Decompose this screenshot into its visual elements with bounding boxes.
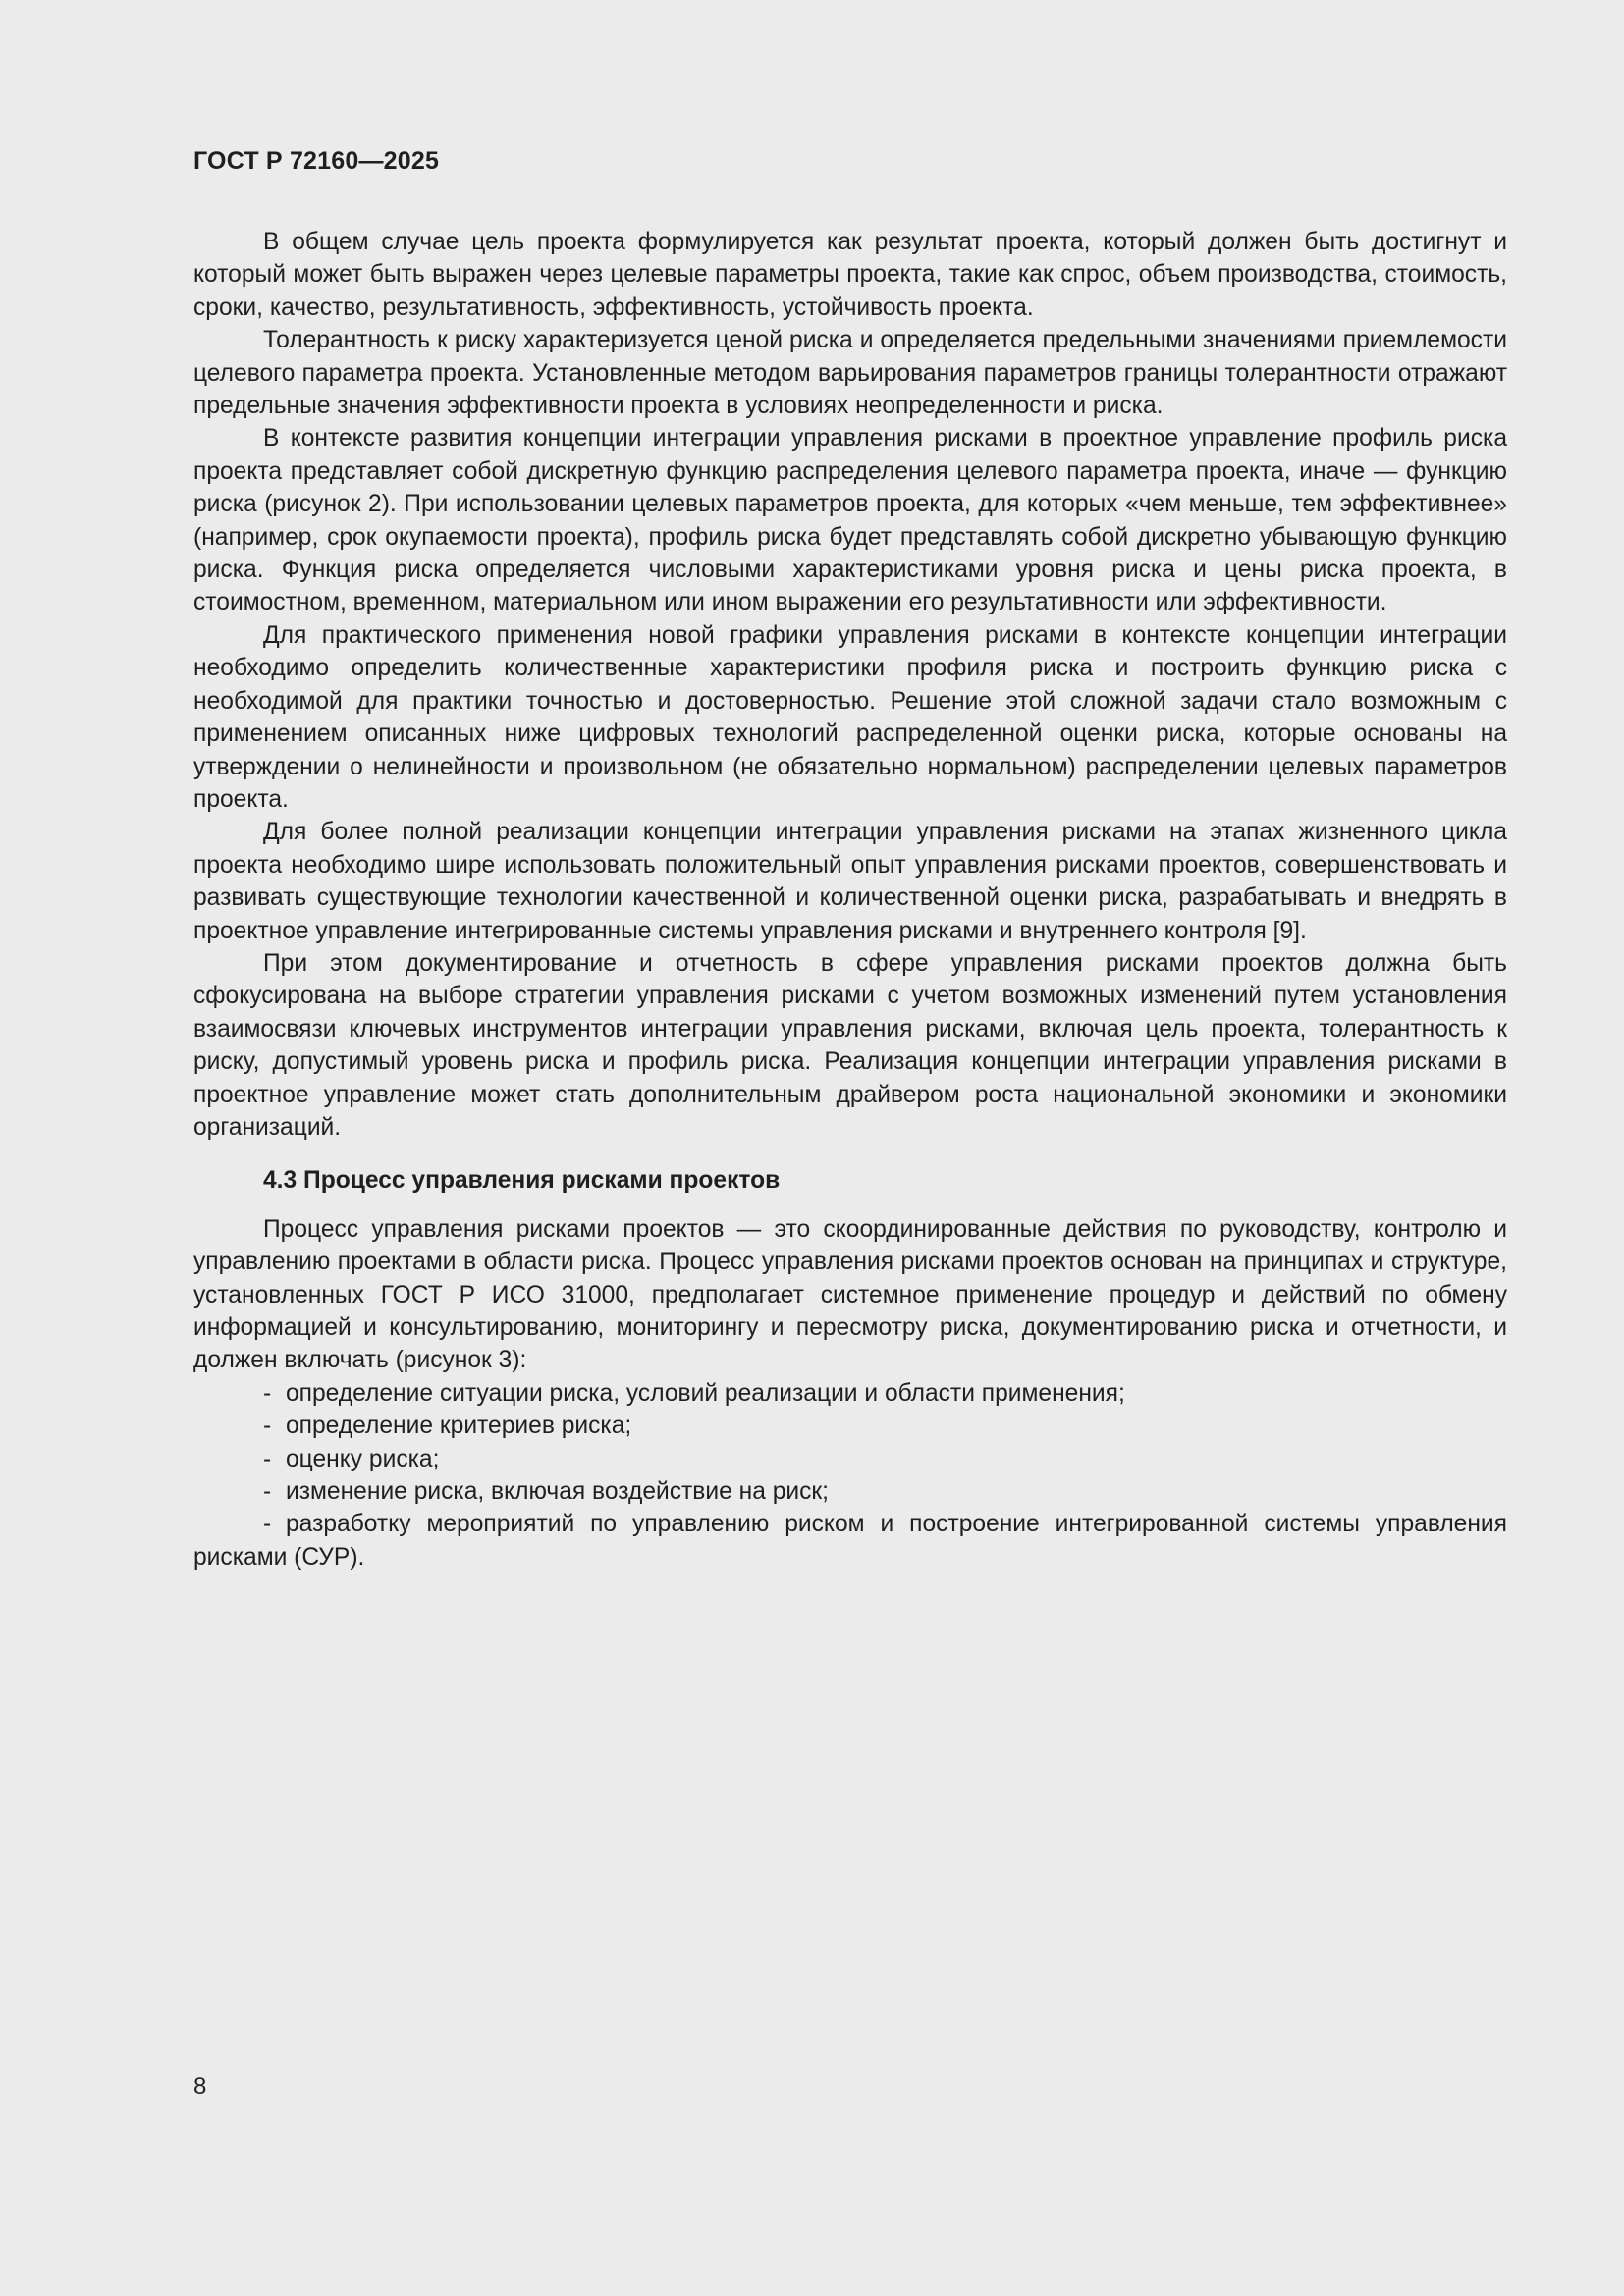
paragraph-implementation: Для более полной реализации концепции интеграции управления рисками на этапах жизненного цикла проекта необходимо шире использовать положительный опыт управления рисками проектов, совершенствовать и развивать существующие технологии качественной и количественной оценки риска, разрабатывать и внедрять в проектное управление интегрированные системы управления рисками и внутреннего контроля [9]. bbox=[193, 819, 1507, 944]
list-item bbox=[193, 1508, 1507, 1574]
list-item-text: разработку мероприятий по управлению риском и построение интегрированной системы управления рисками (СУР). bbox=[193, 1511, 1507, 1571]
list-item bbox=[193, 1377, 1507, 1410]
paragraph-tolerance: Толерантность к риску характеризуется ценой риска и определяется предельными значениями приемлемости целевого параметра проекта. Установленные методом варьирования параметров границы толерантности отражают предельные значения эффективности проекта в условиях неопределенности и риска. bbox=[193, 327, 1507, 420]
list-item bbox=[193, 1475, 1507, 1508]
list-item-text: изменение риска, включая воздействие на риск; bbox=[286, 1478, 830, 1506]
list-marker: - bbox=[263, 1478, 272, 1506]
list-marker: - bbox=[263, 1445, 272, 1472]
paragraph-risk-profile: В контексте развития концепции интеграции управления рисками в проектное управление профиль риска проекта представляет собой дискретную функцию распределения целевого параметра проекта, иначе — функцию риска (рисунок 2). При использовании целевых параметров проекта, для которых «чем меньше, тем эффективнее» (например, срок окупаемости проекта), профиль риска будет представлять собой дискретно убывающую функцию риска. Функция риска определяется числовыми характеристиками уровня риска и цены риска проекта, в стоимостном, временном, материальном или ином выражении его результативности или эффективности. bbox=[193, 425, 1507, 616]
page-number: 8 bbox=[193, 2073, 207, 2100]
list-item-text: определение критериев риска; bbox=[286, 1413, 632, 1440]
list-item-text: оценку риска; bbox=[286, 1445, 440, 1472]
document-body bbox=[193, 226, 1507, 1574]
list-item-text: определение ситуации риска, условий реализации и области применения; bbox=[286, 1379, 1125, 1407]
paragraph-documentation: При этом документирование и отчетность в сфере управления рисками проектов должна быть сфокусирована на выборе стратегии управления рисками с учетом возможных изменений путем установления взаимосвязи ключевых инструментов интеграции управления рисками, включая цель проекта, толерантность к риску, допустимый уровень риска и профиль риска. Реализация концепции интеграции управления рисками в проектное управление может стать дополнительным драйвером роста национальной экономики и экономики организаций. bbox=[193, 949, 1507, 1141]
process-list bbox=[193, 1377, 1507, 1574]
list-marker: - bbox=[263, 1379, 272, 1407]
list-item bbox=[193, 1443, 1507, 1475]
section-title: 4.3 Процесс управления рисками проектов bbox=[263, 1167, 781, 1195]
document-header: ГОСТ Р 72160—2025 bbox=[193, 147, 440, 175]
section-intro: Процесс управления рисками проектов — это скоординированные действия по руководству, контролю и управлению проектами в области риска. Процесс управления рисками проектов основан на принципах и структуре, установленных ГОСТ Р ИСО 31000, предполагает системное применение процедур и действий по обмену информацией и консультированию, мониторингу и пересмотру риска, документированию риска и отчетности, и должен включать (рисунок 3): bbox=[193, 1215, 1507, 1374]
list-marker: - bbox=[263, 1511, 272, 1538]
list-item bbox=[193, 1410, 1507, 1442]
list-marker: - bbox=[263, 1413, 272, 1440]
paragraph-practical-application: Для практического применения новой графики управления рисками в контексте концепции интеграции необходимо определить количественные характеристики профиля риска и построить функцию риска с необходимой для практики точностью и достоверностью. Решение этой сложной задачи стало возможным с применением описанных ниже цифровых технологий распределенной оценки риска, которые основаны на утверждении о нелинейности и произвольном (не обязательно нормальном) распределении целевых параметров проекта. bbox=[193, 621, 1507, 813]
paragraph-goal: В общем случае цель проекта формулируется как результат проекта, который должен быть достигнут и который может быть выражен через целевые параметры проекта, такие как спрос, объем производства, стоимость, сроки, качество, результативность, эффективность, устойчивость проекта. bbox=[193, 229, 1507, 321]
